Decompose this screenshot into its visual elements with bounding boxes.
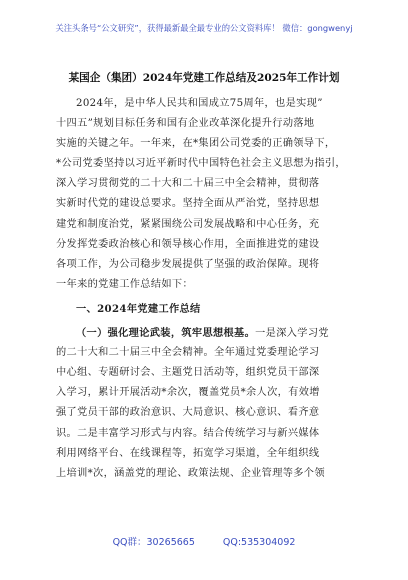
paragraph-line: 入学习，累计开展活动*余次，覆盖党员*余人次，有效增: [56, 387, 320, 399]
paragraph-line: 深入学习贯彻党的二十大和二十届三中全会精神，贯彻落: [56, 178, 320, 190]
qq-contact-label: QQ:535304092: [222, 537, 296, 548]
paragraph-line: 建党和制度治党，紧紧围绕公司发展战略和中心任务，充: [56, 218, 320, 230]
qq-group-label: QQ群：30265665: [112, 537, 195, 548]
paragraph-line: 一年来的党建工作总结如下：: [56, 278, 193, 290]
paragraph-line: *公司党委坚持以习近平新时代中国特色社会主义思想为指引，: [56, 158, 346, 170]
promo-banner: 关注头条号“公文研究”，获得最新最全最专业的公文资料库！ 微信：gongwenyj: [55, 23, 353, 33]
paragraph-line: 实新时代党的建设总要求。坚持全面从严治党，坚持思想: [56, 198, 320, 210]
section-heading: 一、2024年党建工作总结: [76, 302, 201, 315]
paragraph-line: 分发挥党委政治核心和领导核心作用，全面推进党的建设: [56, 238, 320, 250]
paragraph-line: 利用网络平台、在线课程等，拓宽学习渠道，全年组织线: [56, 447, 320, 459]
footer-contact: [0, 534, 408, 548]
subsection-text: 一是深入学习党: [255, 328, 329, 340]
paragraph-line: 强了党员干部的政治意识、大局意识、核心意识、看齐意: [56, 407, 320, 419]
paragraph-line: 实施的关键之年。一年来，在*集团公司党委的正确领导下，: [56, 138, 336, 150]
paragraph-line: 的二十大和二十届三中全会精神。全年通过党委理论学习: [56, 347, 320, 359]
paragraph-line: 上培训*次，涵盖党的理论、政策法规、企业管理等多个领: [56, 467, 325, 479]
paragraph-line: 中心组、专题研讨会、主题党日活动等，组织党员干部深: [56, 367, 320, 379]
subsection-title: （一）强化理论武装，筑牢思想根基。: [76, 327, 256, 340]
document-title: 某国企（集团）2024年党建工作总结及2025年工作计划: [68, 72, 340, 84]
paragraph-line: 2024年，是中华人民共和国成立75周年，也是实现”: [76, 98, 323, 109]
document-body: [56, 94, 352, 484]
paragraph-line: 各项工作，为公司稳步发展提供了坚强的政治保障。现将: [56, 258, 320, 270]
paragraph-line: 识。二是丰富学习形式与内容。结合传统学习与新兴媒体: [56, 427, 320, 439]
subsection-first-line: [56, 323, 352, 343]
paragraph-line: 十四五”规划目标任务和国有企业改革深化提升行动落地: [56, 118, 315, 130]
